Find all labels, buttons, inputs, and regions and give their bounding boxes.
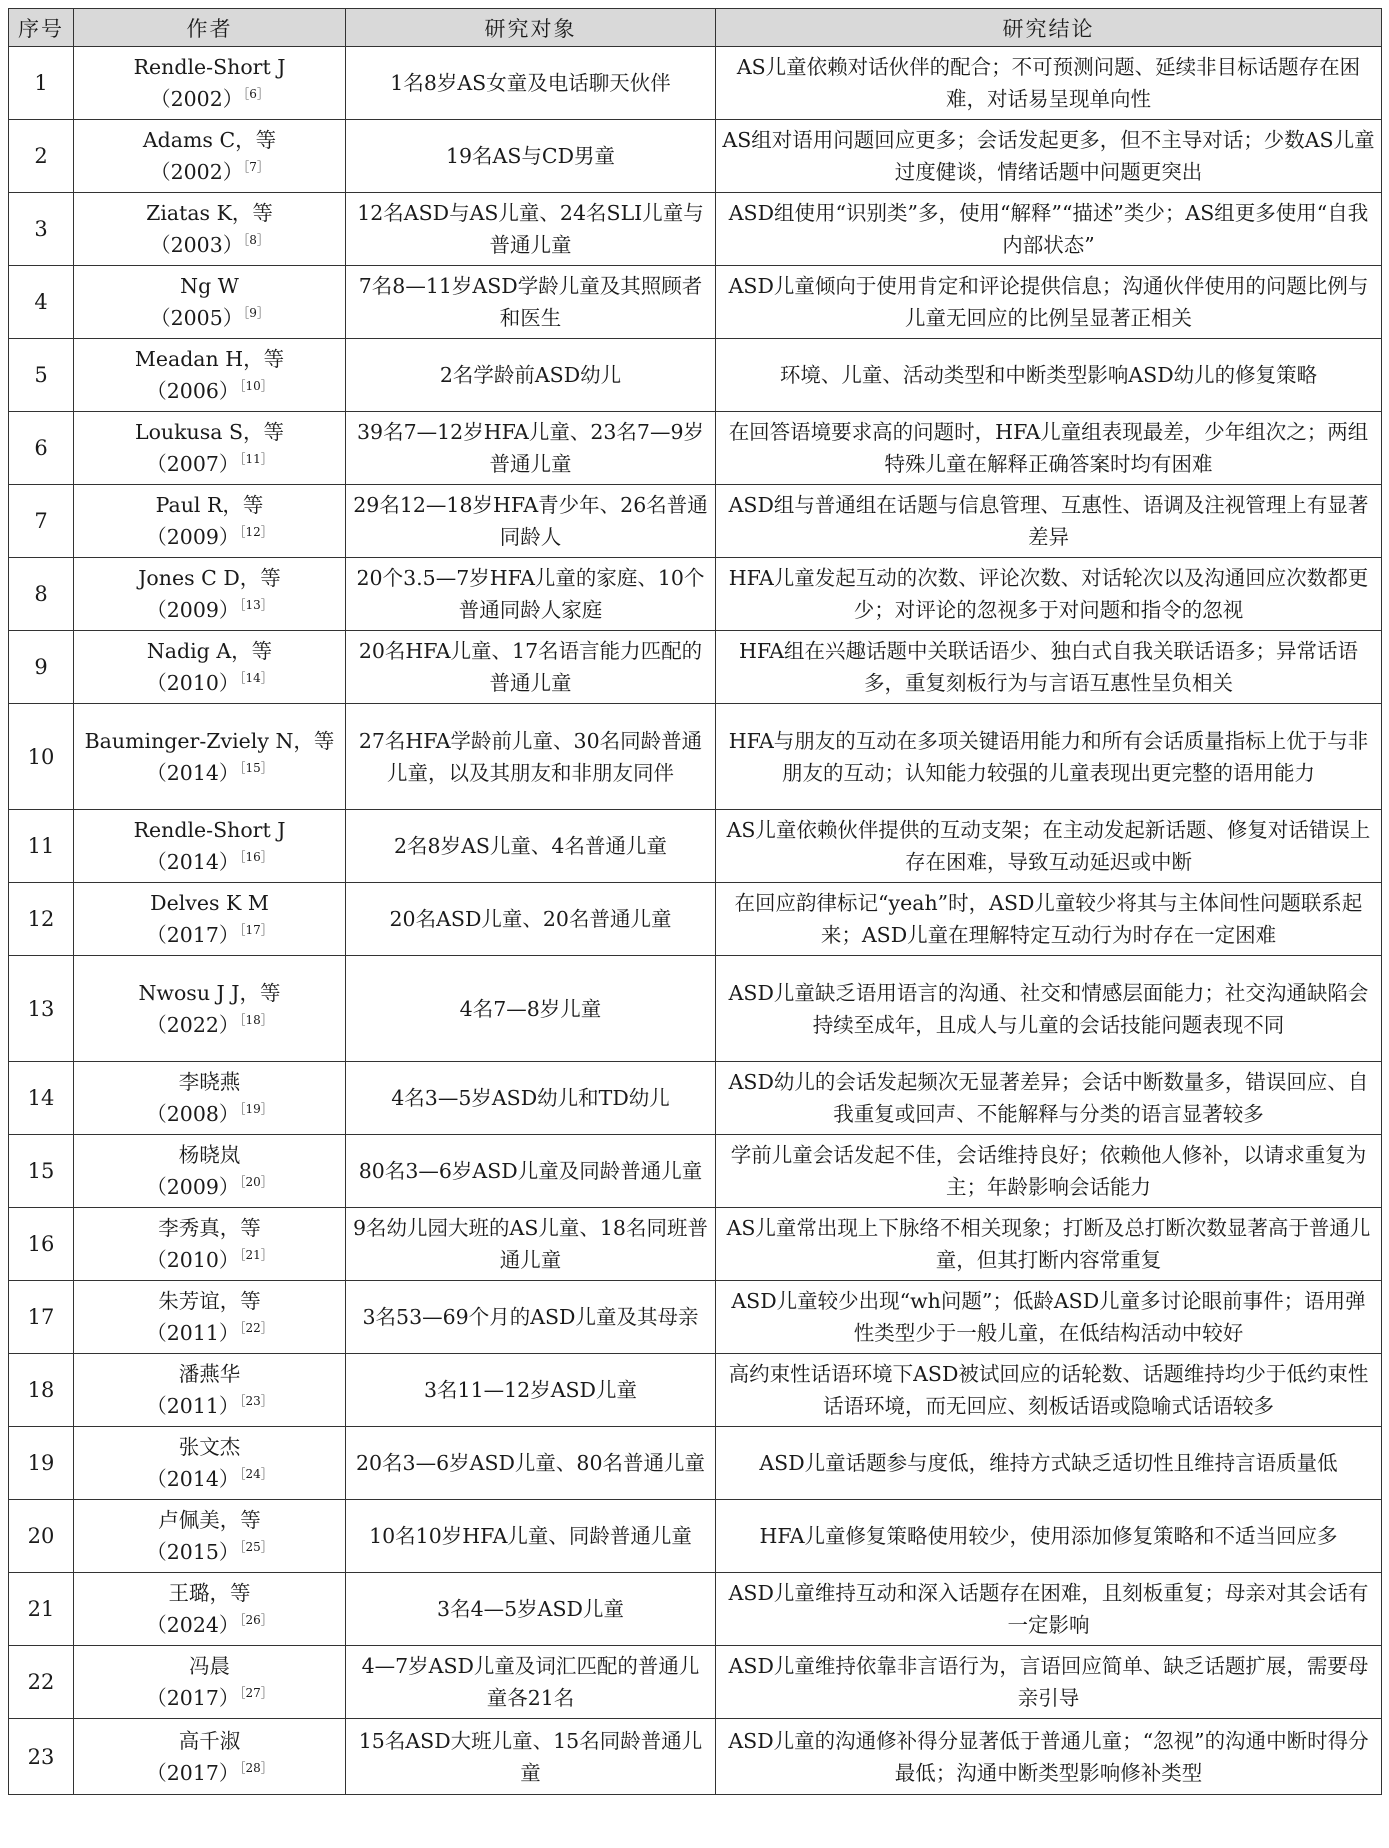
cell-author — [74, 1354, 346, 1427]
cell-subject: 10名10岁HFA儿童、同龄普通儿童 — [346, 1500, 716, 1573]
author-year-line — [80, 448, 339, 480]
reference-mark: ［6］ — [243, 87, 269, 101]
table-row — [9, 631, 1382, 704]
table-row — [9, 47, 1382, 120]
author-year: （2009） — [146, 598, 240, 622]
table-row — [9, 883, 1382, 956]
table-row — [9, 485, 1382, 558]
reference-mark: ［27］ — [239, 1686, 273, 1700]
cell-subject: 2名8岁AS儿童、4名普通儿童 — [346, 810, 716, 883]
cell-conclusion: AS儿童依赖对话伙伴的配合；不可预测问题、延续非目标话题存在困难，对话易呈现单向性 — [716, 47, 1382, 120]
cell-author — [74, 704, 346, 810]
author-year-line — [80, 846, 339, 878]
author-year-line — [80, 83, 339, 115]
cell-author — [74, 631, 346, 704]
author-year-line — [80, 1244, 339, 1276]
cell-author — [74, 1135, 346, 1208]
cell-subject: 3名4—5岁ASD儿童 — [346, 1573, 716, 1646]
cell-conclusion: ASD儿童较少出现“wh问题”；低龄ASD儿童多讨论眼前事件；语用弹性类型少于一般儿童，在低结构活动中较好 — [716, 1281, 1382, 1354]
cell-author — [74, 485, 346, 558]
reference-mark: ［8］ — [243, 233, 269, 247]
cell-no: 14 — [9, 1062, 74, 1135]
author-year: （2007） — [146, 452, 240, 476]
table-row — [9, 266, 1382, 339]
cell-subject: 9名幼儿园大班的AS儿童、18名同班普通儿童 — [346, 1208, 716, 1281]
table-row — [9, 1646, 1382, 1719]
author-name: Bauminger-Zviely N，等 — [84, 728, 335, 753]
table-row — [9, 810, 1382, 883]
author-year: （2014） — [146, 850, 240, 874]
cell-conclusion: ASD儿童倾向于使用肯定和评论提供信息；沟通伙伴使用的问题比例与儿童无回应的比例呈显著正相关 — [716, 266, 1382, 339]
author-year-line — [80, 1390, 339, 1422]
author-name: 高千淑 — [178, 1728, 241, 1753]
cell-conclusion: HFA与朋友的互动在多项关键语用能力和所有会话质量指标上优于与非朋友的互动；认知能力较强的儿童表现出更完整的语用能力 — [716, 704, 1382, 810]
cell-subject: 20名HFA儿童、17名语言能力匹配的普通儿童 — [346, 631, 716, 704]
reference-mark: ［21］ — [239, 1248, 273, 1262]
cell-subject: 7名8—11岁ASD学龄儿童及其照顾者和医生 — [346, 266, 716, 339]
literature-table — [8, 8, 1382, 1795]
author-year-line — [80, 1171, 339, 1203]
cell-subject: 80名3—6岁ASD儿童及同龄普通儿童 — [346, 1135, 716, 1208]
author-year-line — [80, 1009, 339, 1041]
cell-conclusion: 高约束性话语环境下ASD被试回应的话轮数、话题维持均少于低约束性话语环境，而无回应、刻板话语或隐喻式话语较多 — [716, 1354, 1382, 1427]
cell-no: 1 — [9, 47, 74, 120]
cell-no: 10 — [9, 704, 74, 810]
reference-mark: ［28］ — [239, 1760, 273, 1775]
cell-no: 7 — [9, 485, 74, 558]
author-year: （2002） — [150, 87, 244, 111]
author-year: （2006） — [146, 379, 240, 403]
cell-author — [74, 339, 346, 412]
reference-mark: ［17］ — [239, 923, 273, 937]
cell-subject: 20名3—6岁ASD儿童、80名普通儿童 — [346, 1427, 716, 1500]
cell-conclusion: AS组对语用问题回应更多；会话发起更多，但不主导对话；少数AS儿童过度健谈，情绪话题中问题更突出 — [716, 120, 1382, 193]
author-year: （2009） — [146, 525, 240, 549]
table-row — [9, 1208, 1382, 1281]
author-year: （2017） — [146, 923, 240, 947]
author-name: 李秀真，等 — [158, 1216, 261, 1240]
author-year-line — [80, 1317, 339, 1349]
author-year-line — [80, 919, 339, 951]
author-year: （2017） — [146, 1686, 240, 1710]
author-year-line — [80, 302, 339, 334]
reference-mark: ［26］ — [239, 1613, 273, 1627]
table-header-row — [9, 9, 1382, 47]
cell-author — [74, 47, 346, 120]
cell-author — [74, 1719, 346, 1795]
cell-author — [74, 558, 346, 631]
table-row — [9, 558, 1382, 631]
table-row — [9, 1573, 1382, 1646]
cell-no: 3 — [9, 193, 74, 266]
cell-subject: 4—7岁ASD儿童及词汇匹配的普通儿童各21名 — [346, 1646, 716, 1719]
author-name: Adams C，等 — [142, 128, 277, 152]
author-year: （2003） — [150, 233, 244, 257]
table-row — [9, 1427, 1382, 1500]
cell-no: 15 — [9, 1135, 74, 1208]
author-name: 冯晨 — [189, 1654, 230, 1678]
cell-conclusion: ASD组与普通组在话题与信息管理、互惠性、语调及注视管理上有显著差异 — [716, 485, 1382, 558]
author-name: 卢佩美，等 — [158, 1508, 261, 1532]
cell-conclusion: AS儿童依赖伙伴提供的互动支架；在主动发起新话题、修复对话错误上存在困难，导致互动延迟或中断 — [716, 810, 1382, 883]
cell-conclusion: ASD儿童维持互动和深入话题存在困难，且刻板重复；母亲对其会话有一定影响 — [716, 1573, 1382, 1646]
author-year: （2011） — [146, 1394, 240, 1418]
cell-subject: 20名ASD儿童、20名普通儿童 — [346, 883, 716, 956]
author-year: （2010） — [146, 1248, 240, 1272]
literature-table-container — [8, 8, 1381, 1795]
cell-subject: 2名学龄前ASD幼儿 — [346, 339, 716, 412]
reference-mark: ［18］ — [239, 1012, 273, 1027]
cell-author — [74, 1062, 346, 1135]
author-year-line — [80, 521, 339, 553]
cell-conclusion: AS儿童常出现上下脉络不相关现象；打断及总打断次数显著高于普通儿童，但其打断内容常重复 — [716, 1208, 1382, 1281]
cell-no: 17 — [9, 1281, 74, 1354]
table-row — [9, 412, 1382, 485]
reference-mark: ［22］ — [239, 1321, 273, 1335]
table-body — [9, 47, 1382, 1795]
table-row — [9, 339, 1382, 412]
reference-mark: ［13］ — [239, 598, 273, 612]
cell-subject: 27名HFA学龄前儿童、30名同龄普通儿童，以及其朋友和非朋友同伴 — [346, 704, 716, 810]
cell-subject: 3名11—12岁ASD儿童 — [346, 1354, 716, 1427]
author-name: 杨晓岚 — [178, 1143, 241, 1167]
cell-conclusion: 在回应韵律标记“yeah”时，ASD儿童较少将其与主体间性问题联系起来；ASD儿童在理解特定互动行为时存在一定困难 — [716, 883, 1382, 956]
cell-no: 12 — [9, 883, 74, 956]
cell-conclusion: ASD儿童维持依靠非言语行为，言语回应简单、缺乏话题扩展，需要母亲引导 — [716, 1646, 1382, 1719]
cell-conclusion: ASD儿童的沟通修补得分显著低于普通儿童；“忽视”的沟通中断时得分最低；沟通中断类型影响修补类型 — [716, 1719, 1382, 1795]
cell-author — [74, 1646, 346, 1719]
cell-no: 20 — [9, 1500, 74, 1573]
reference-mark: ［19］ — [239, 1102, 273, 1116]
table-row — [9, 704, 1382, 810]
author-year: （2024） — [146, 1613, 240, 1637]
cell-author — [74, 1208, 346, 1281]
author-year-line — [80, 1609, 339, 1641]
cell-author — [74, 193, 346, 266]
author-year-line — [80, 1682, 339, 1714]
cell-no: 16 — [9, 1208, 74, 1281]
author-name: 张文杰 — [178, 1435, 241, 1459]
cell-no: 5 — [9, 339, 74, 412]
header-subject: 研究对象 — [346, 9, 716, 47]
table-row — [9, 1135, 1382, 1208]
reference-mark: ［24］ — [239, 1467, 273, 1481]
table-row — [9, 120, 1382, 193]
cell-no: 23 — [9, 1719, 74, 1795]
author-name: Nwosu J J，等 — [138, 980, 281, 1005]
author-name: Ng W — [180, 274, 239, 298]
author-year: （2009） — [146, 1175, 240, 1199]
author-year-line — [80, 1098, 339, 1130]
author-year: （2015） — [146, 1540, 240, 1564]
author-year: （2010） — [146, 671, 240, 695]
author-name: Paul R，等 — [155, 493, 264, 517]
cell-author — [74, 1573, 346, 1646]
cell-author — [74, 120, 346, 193]
cell-author — [74, 956, 346, 1062]
reference-mark: ［15］ — [239, 760, 273, 775]
table-row — [9, 1281, 1382, 1354]
table-row — [9, 1719, 1382, 1795]
cell-no: 21 — [9, 1573, 74, 1646]
author-year-line — [80, 156, 339, 188]
cell-no: 4 — [9, 266, 74, 339]
cell-subject: 20个3.5—7岁HFA儿童的家庭、10个普通同龄人家庭 — [346, 558, 716, 631]
cell-author — [74, 266, 346, 339]
reference-mark: ［16］ — [239, 850, 273, 864]
author-year: （2005） — [150, 306, 244, 330]
author-year-line — [80, 594, 339, 626]
cell-subject: 29名12—18岁HFA青少年、26名普通同龄人 — [346, 485, 716, 558]
cell-no: 11 — [9, 810, 74, 883]
header-author: 作者 — [74, 9, 346, 47]
author-name: 李晓燕 — [178, 1070, 241, 1094]
cell-no: 8 — [9, 558, 74, 631]
author-name: Nadig A，等 — [146, 639, 273, 663]
author-year-line — [80, 375, 339, 407]
cell-conclusion: HFA组在兴趣话题中关联话语少、独白式自我关联话语多；异常话语多，重复刻板行为与言语互惠性呈负相关 — [716, 631, 1382, 704]
author-year: （2011） — [146, 1321, 240, 1345]
header-conclusion: 研究结论 — [716, 9, 1382, 47]
cell-subject: 19名AS与CD男童 — [346, 120, 716, 193]
author-year: （2014） — [146, 760, 240, 785]
cell-conclusion: 学前儿童会话发起不佳，会话维持良好；依赖他人修补，以请求重复为主；年龄影响会话能力 — [716, 1135, 1382, 1208]
author-year: （2022） — [146, 1012, 240, 1037]
reference-mark: ［25］ — [239, 1540, 273, 1554]
reference-mark: ［7］ — [243, 160, 269, 174]
author-year-line — [80, 1757, 339, 1789]
reference-mark: ［12］ — [239, 525, 273, 539]
author-name: Delves K M — [150, 891, 269, 915]
author-name: Loukusa S，等 — [134, 420, 285, 444]
reference-mark: ［20］ — [239, 1175, 273, 1189]
author-name: Jones C D，等 — [138, 566, 281, 590]
cell-subject: 12名ASD与AS儿童、24名SLI儿童与普通儿童 — [346, 193, 716, 266]
table-row — [9, 1500, 1382, 1573]
author-name: 朱芳谊，等 — [158, 1289, 261, 1313]
header-no: 序号 — [9, 9, 74, 47]
author-year: （2014） — [146, 1467, 240, 1491]
table-row — [9, 193, 1382, 266]
author-year-line — [80, 1463, 339, 1495]
cell-conclusion: HFA儿童修复策略使用较少，使用添加修复策略和不适当回应多 — [716, 1500, 1382, 1573]
cell-conclusion: HFA儿童发起互动的次数、评论次数、对话轮次以及沟通回应次数都更少；对评论的忽视多于对问题和指令的忽视 — [716, 558, 1382, 631]
table-row — [9, 956, 1382, 1062]
cell-no: 22 — [9, 1646, 74, 1719]
cell-subject: 3名53—69个月的ASD儿童及其母亲 — [346, 1281, 716, 1354]
cell-subject: 4名3—5岁ASD幼儿和TD幼儿 — [346, 1062, 716, 1135]
author-year-line — [80, 229, 339, 261]
cell-no: 9 — [9, 631, 74, 704]
author-year-line — [80, 1536, 339, 1568]
cell-conclusion: ASD组使用“识别类”多，使用“解释”“描述”类少；AS组更多使用“自我内部状态” — [716, 193, 1382, 266]
author-name: Rendle-Short J — [133, 55, 286, 79]
author-name: Ziatas K，等 — [146, 201, 273, 225]
author-name: Meadan H，等 — [134, 347, 285, 371]
cell-author — [74, 1281, 346, 1354]
cell-no: 6 — [9, 412, 74, 485]
cell-conclusion: 环境、儿童、活动类型和中断类型影响ASD幼儿的修复策略 — [716, 339, 1382, 412]
cell-subject: 15名ASD大班儿童、15名同龄普通儿童 — [346, 1719, 716, 1795]
cell-no: 18 — [9, 1354, 74, 1427]
author-year: （2017） — [146, 1760, 240, 1785]
reference-mark: ［10］ — [239, 379, 273, 393]
author-year-line — [80, 667, 339, 699]
cell-author — [74, 1500, 346, 1573]
cell-conclusion: ASD儿童话题参与度低，维持方式缺乏适切性且维持言语质量低 — [716, 1427, 1382, 1500]
author-year: （2008） — [146, 1102, 240, 1126]
cell-author — [74, 412, 346, 485]
cell-author — [74, 883, 346, 956]
cell-subject: 4名7—8岁儿童 — [346, 956, 716, 1062]
author-year: （2002） — [150, 160, 244, 184]
table-row — [9, 1354, 1382, 1427]
cell-conclusion: ASD儿童缺乏语用语言的沟通、社交和情感层面能力；社交沟通缺陷会持续至成年，且成人与儿童的会话技能问题表现不同 — [716, 956, 1382, 1062]
cell-conclusion: 在回答语境要求高的问题时，HFA儿童组表现最差，少年组次之；两组特殊儿童在解释正确答案时均有困难 — [716, 412, 1382, 485]
cell-subject: 39名7—12岁HFA儿童、23名7—9岁普通儿童 — [346, 412, 716, 485]
cell-no: 2 — [9, 120, 74, 193]
author-name: 王璐，等 — [168, 1581, 251, 1605]
cell-author — [74, 1427, 346, 1500]
cell-conclusion: ASD幼儿的会话发起频次无显著差异；会话中断数量多，错误回应、自我重复或回声、不能解释与分类的语言显著较多 — [716, 1062, 1382, 1135]
cell-no: 13 — [9, 956, 74, 1062]
author-name: Rendle-Short J — [133, 818, 286, 842]
cell-author — [74, 810, 346, 883]
reference-mark: ［14］ — [239, 671, 273, 685]
cell-subject: 1名8岁AS女童及电话聊天伙伴 — [346, 47, 716, 120]
author-year-line — [80, 757, 339, 789]
table-row — [9, 1062, 1382, 1135]
author-name: 潘燕华 — [178, 1362, 241, 1386]
reference-mark: ［11］ — [239, 452, 273, 466]
reference-mark: ［23］ — [239, 1394, 273, 1408]
reference-mark: ［9］ — [243, 306, 269, 320]
cell-no: 19 — [9, 1427, 74, 1500]
